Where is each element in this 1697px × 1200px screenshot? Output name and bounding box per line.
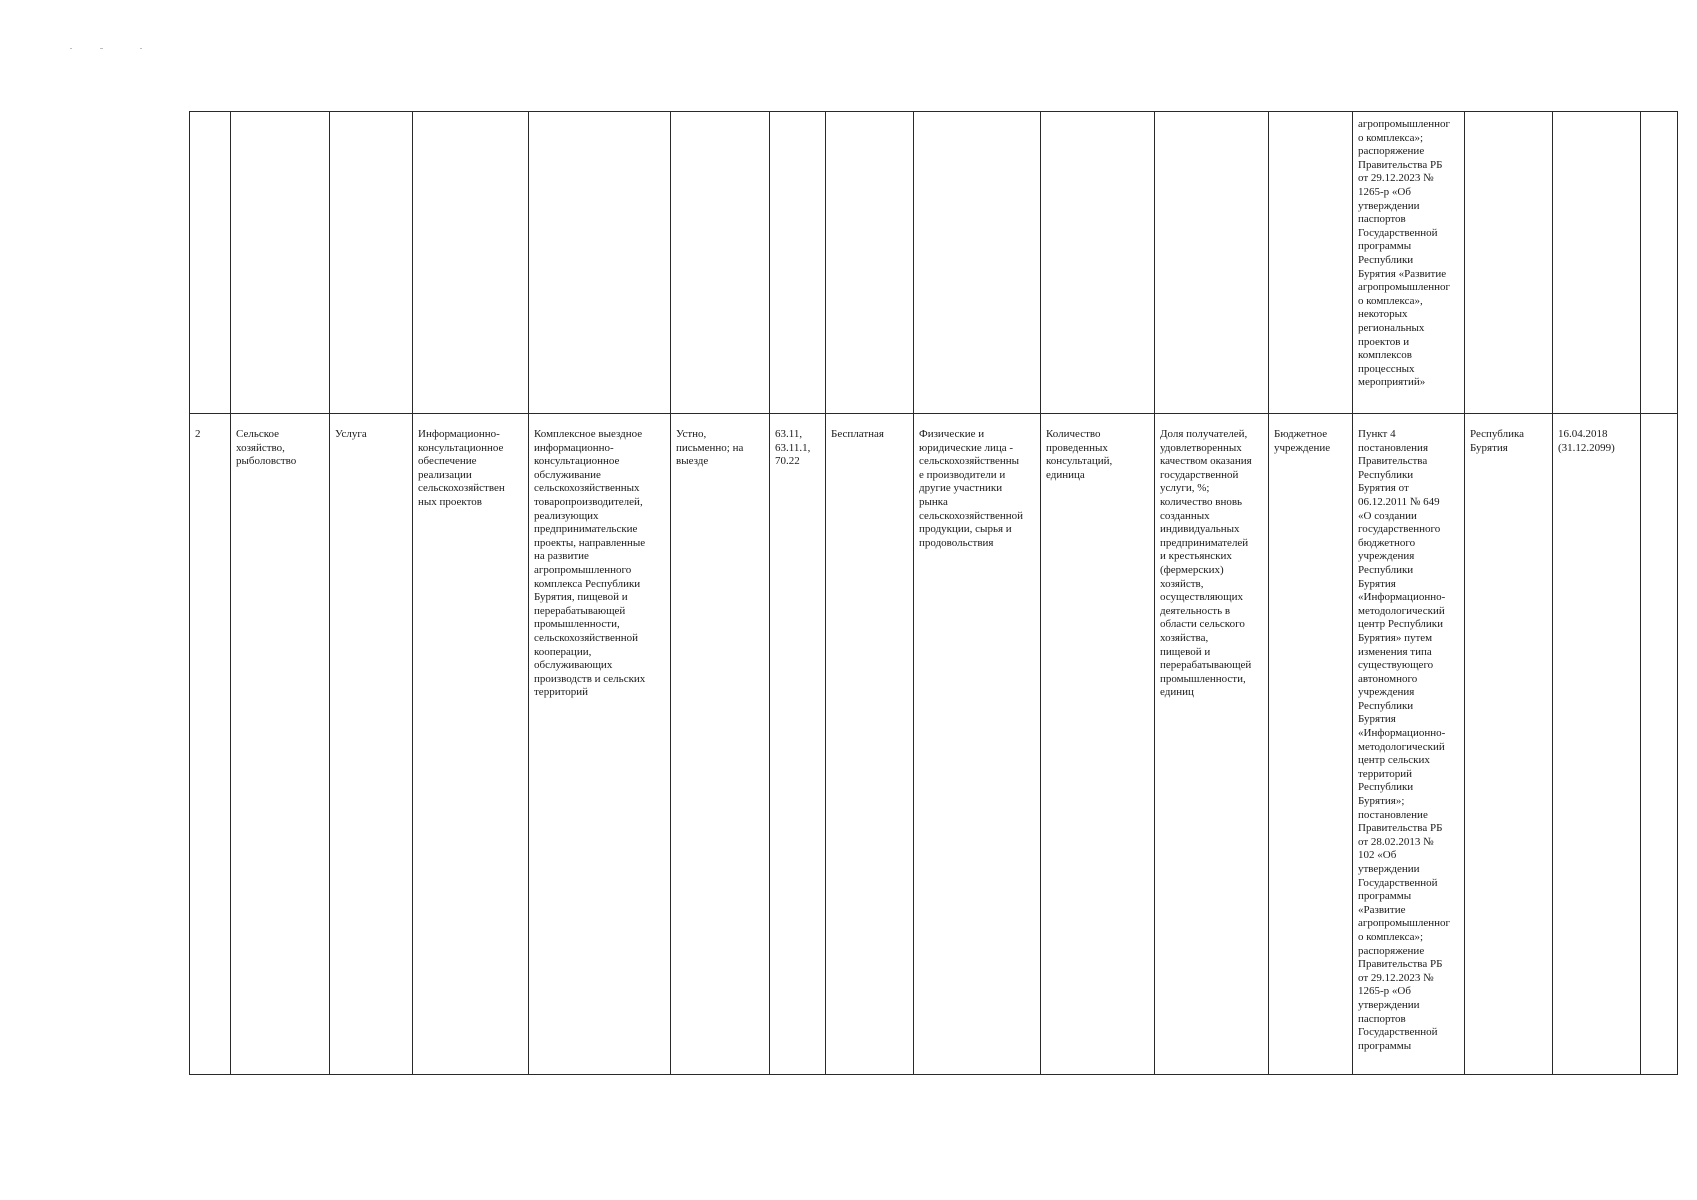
cell-type [330, 414, 413, 1075]
cell-provider-type [1269, 414, 1353, 1075]
cell-dates [1553, 414, 1641, 1075]
cell-sector [231, 112, 330, 414]
volume-indicator-text: Количество проведенных консультаций, единица [1046, 428, 1113, 481]
cell-dates [1553, 112, 1641, 414]
services-table [189, 111, 1678, 1075]
cell-form [671, 112, 770, 414]
cell-territory [1465, 112, 1553, 414]
cell-legal-basis [1353, 414, 1465, 1075]
cell-payment [826, 414, 914, 1075]
service-name-text: Информационно- консультационное обеспечение реализации сельскохозяйствен ных проектов [418, 428, 505, 508]
cell-extra [1641, 112, 1678, 414]
cell-volume-indicator [1041, 414, 1155, 1075]
cell-territory [1465, 414, 1553, 1075]
cell-okved [770, 112, 826, 414]
cell-type [330, 112, 413, 414]
legal-basis-text: агропромышленног о комплекса»; распоряжение Правительства РБ от 29.12.2023 № 1265-р «Об утверждении паспортов Государственной программы Республики Бурятия «Развитие агропромышленног о комплекса», некоторых региональных проектов и комплексов процессных мероприятий» [1358, 118, 1451, 389]
scan-mark [100, 48, 103, 49]
cell-recipients [914, 112, 1041, 414]
form-text: Устно, письменно; на выезде [676, 428, 744, 468]
dates-text: 16.04.2018 (31.12.2099) [1558, 428, 1615, 454]
quality-indicator-text: Доля получателей, удовлетворенных качеством оказания государственной услуги, %; количество вновь созданных индивидуальных предпринимателей и крестьянских (фермерских) хозяйств, осуществляющих деятельность в области сельского хозяйства, пищевой и перерабатывающей промышленности, единиц [1160, 428, 1252, 699]
type-text: Услуга [335, 428, 367, 440]
sector-text: Сельское хозяйство, рыболовство [236, 428, 297, 468]
okved-text: 63.11, 63.11.1, 70.22 [775, 428, 811, 468]
service-description-text: Комплексное выездное информационно- консультационное обслуживание сельскохозяйственных товаропроизводителей, реализующих предпринимательские проекты, направленные на развитие агропромышленного комплекса Республики Бурятия, пищевой и перерабатывающей промышленности, сельскохозяйственной кооперации, обслуживающих производств и сельских территорий [534, 428, 646, 699]
cell-service-description [529, 112, 671, 414]
cell-recipients [914, 414, 1041, 1075]
payment-text: Бесплатная [831, 428, 884, 440]
cell-service-name [413, 112, 529, 414]
cell-quality-indicator [1155, 414, 1269, 1075]
scan-mark [70, 48, 72, 49]
cell-sector [231, 414, 330, 1075]
cell-quality-indicator [1155, 112, 1269, 414]
cell-service-description [529, 414, 671, 1075]
recipients-text: Физические и юридические лица - сельскохозяйственны е производители и другие участники рынка сельскохозяйственной продукции, сырья и продовольствия [919, 428, 1024, 549]
provider-type-text: Бюджетное учреждение [1274, 428, 1331, 454]
cell-number [190, 112, 231, 414]
legal-basis-text: Пункт 4 постановления Правительства Республики Бурятия от 06.12.2011 № 649 «О создании государственного бюджетного учреждения Республики Бурятия «Информационно- методологический центр Республики Бурятия» путем изменения типа существующего автономного учреждения Республики Бурятия «Информационно- методологический центр сельских территорий Республики Бурятия»; постановление Правительства РБ от 28.02.2013 № 102 «Об утверждении Государственной программы «Развитие агропромышленног о комплекса»; распоряжение Правительства РБ от 29.12.2023 № 1265-р «Об утверждении паспортов Государственной программы [1358, 428, 1451, 1052]
cell-number [190, 414, 231, 1075]
cell-volume-indicator [1041, 112, 1155, 414]
scan-mark [140, 48, 142, 49]
cell-service-name [413, 414, 529, 1075]
cell-provider-type [1269, 112, 1353, 414]
table-row-continued [190, 112, 1678, 414]
table-row [190, 414, 1678, 1075]
cell-payment [826, 112, 914, 414]
row-number: 2 [195, 428, 201, 440]
cell-form [671, 414, 770, 1075]
cell-extra [1641, 414, 1678, 1075]
territory-text: Республика Бурятия [1470, 428, 1525, 454]
cell-legal-basis [1353, 112, 1465, 414]
cell-okved [770, 414, 826, 1075]
